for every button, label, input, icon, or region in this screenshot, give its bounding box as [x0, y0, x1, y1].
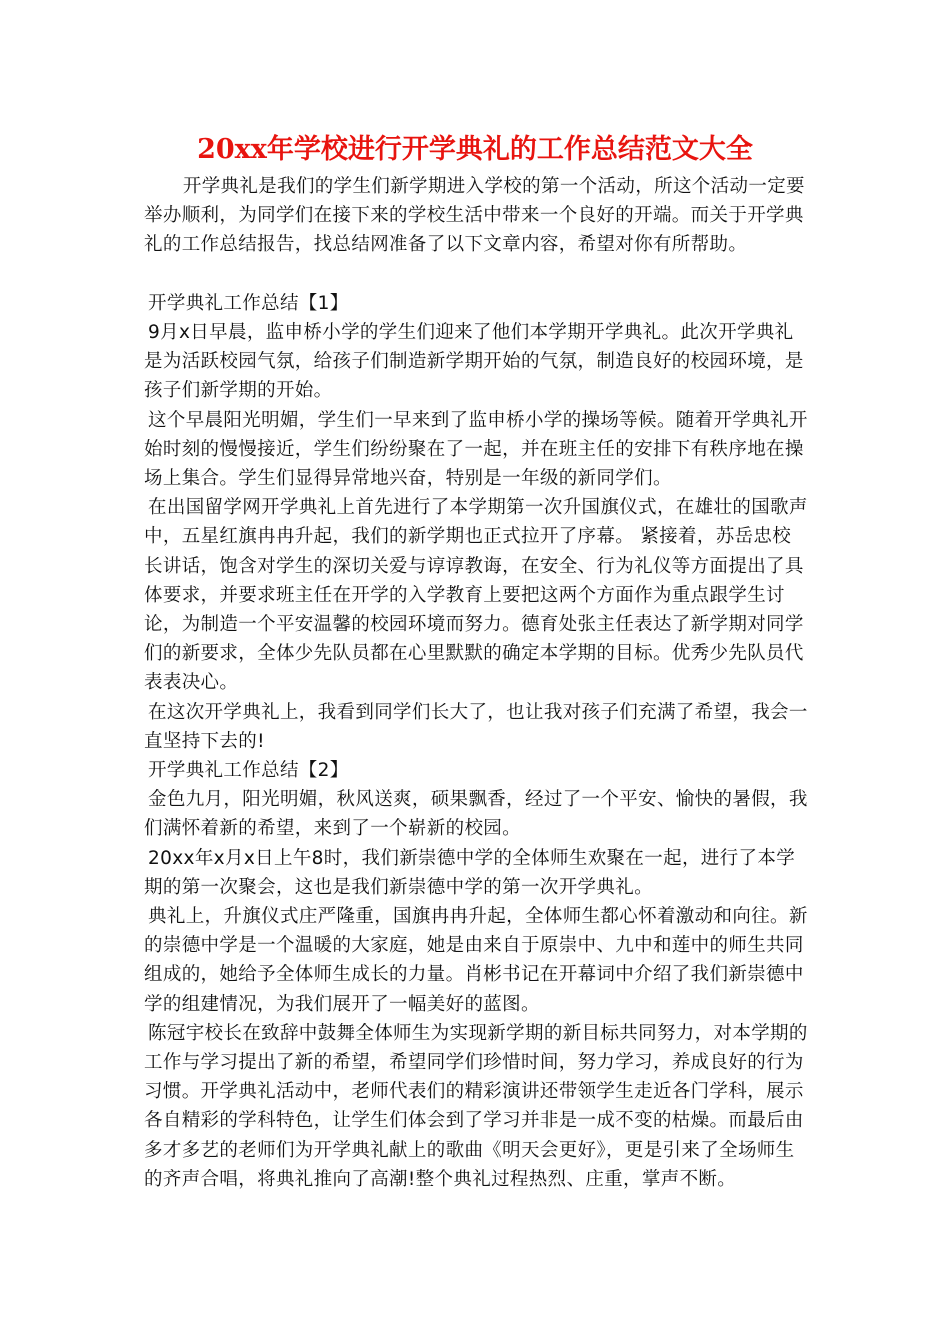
- intro-paragraph: 开学典礼是我们的学生们新学期进入学校的第一个活动，所这个活动一定要举办顺利，为同学们在接下来的学校生活中带来一个良好的开端。而关于开学典礼的工作总结报告，找总结网准备了以下文章内容，希望对你有所帮助。: [144, 176, 805, 256]
- section-2-paragraph: 20xx年x月x日上午8时，我们新崇德中学的全体师生欢聚在一起，进行了本学期的第一次聚会，这也是我们新崇德中学的第一次开学典礼。: [144, 847, 796, 898]
- section-2-paragraph: 陈冠宇校长在致辞中鼓舞全体师生为实现新学期的新目标共同努力，对本学期的工作与学习提出了新的希望，希望同学们珍惜时间，努力学习，养成良好的行为习惯。开学典礼活动中，老师代表们的精彩演讲还带领学生走近各门学科，展示各自精彩的学科特色，让学生们体会到了学习并非是一成不变的枯燥。而最后由多才多艺的老师们为开学典礼献上的歌曲《明天会更好》，更是引来了全场师生的齐声合唱，将典礼推向了高潮!整个典礼过程热烈、庄重，掌声不断。: [144, 1022, 808, 1190]
- document-body: [144, 172, 809, 1194]
- section-1-heading: 开学典礼工作总结【1】: [148, 292, 349, 314]
- section-1-paragraph: 在出国留学网开学典礼上首先进行了本学期第一次升国旗仪式，在雄壮的国歌声中，五星红旗冉冉升起，我们的新学期也正式拉开了序幕。 紧接着，苏岳忠校长讲话，饱含对学生的深切关爱与谆谆教诲，在安全、行为礼仪等方面提出了具体要求，并要求班主任在开学的入学教育上要把这两个方面作为重点跟学生讨论，为制造一个平安温馨的校园环境而努力。德育处张主任表达了新学期对同学们的新要求，全体少先队员都在心里默默的确定本学期的目标。优秀少先队员代表表决心。: [144, 497, 808, 694]
- document-title: 20xx年学校进行开学典礼的工作总结范文大全: [197, 134, 753, 165]
- section-2-paragraph: 金色九月，阳光明媚，秋风送爽，硕果飘香，经过了一个平安、愉快的暑假，我们满怀着新的希望，来到了一个崭新的校园。: [144, 789, 808, 840]
- section-1-paragraph: 这个早晨阳光明媚，学生们一早来到了监申桥小学的操场等候。随着开学典礼开始时刻的慢慢接近，学生们纷纷聚在了一起，并在班主任的安排下有秩序地在操场上集合。学生们显得异常地兴奋，特别是一年级的新同学们。: [144, 409, 808, 490]
- section-2-paragraph: 典礼上，升旗仪式庄严隆重，国旗冉冉升起，全体师生都心怀着激动和向往。新的崇德中学是一个温暖的大家庭，她是由来自于原崇中、九中和莲中的师生共同组成的，她给予全体师生成长的力量。肖彬书记在开幕词中介绍了我们新崇德中学的组建情况，为我们展开了一幅美好的蓝图。: [144, 906, 808, 1015]
- paragraph-spacer: [144, 260, 809, 289]
- section-2-heading: 开学典礼工作总结【2】: [148, 760, 349, 782]
- section-1-paragraph: 在这次开学典礼上，我看到同学们长大了，也让我对孩子们充满了希望，我会一直坚持下去的!: [144, 701, 808, 752]
- section-1-paragraph: 9月x日早晨，监申桥小学的学生们迎来了他们本学期开学典礼。此次开学典礼是为活跃校园气氛，给孩子们制造新学期开始的气氛，制造良好的校园环境，是孩子们新学期的开始。: [144, 322, 804, 402]
